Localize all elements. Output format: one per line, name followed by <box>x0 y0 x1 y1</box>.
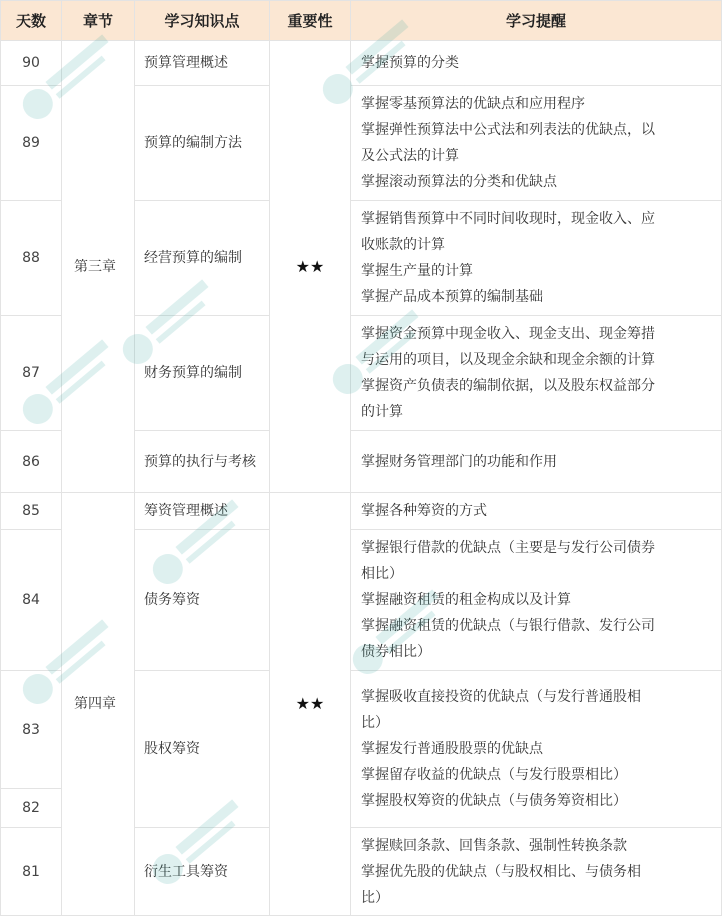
tip-line: 掌握弹性预算法中公式法和列表法的优缺点，以 <box>361 122 655 138</box>
tip-line: 掌握银行借款的优缺点（主要是与发行公司债券 <box>361 540 655 556</box>
chapter-cell: 第四章 <box>62 493 135 916</box>
tip-line: 掌握赎回条款、回售条款、强制性转换条款 <box>361 837 627 854</box>
tip-cell <box>351 493 722 530</box>
topic-cell: 预算管理概述 <box>135 41 270 86</box>
topic-cell: 预算的执行与考核 <box>135 431 270 493</box>
tip-line: 掌握生产量的计算 <box>361 263 473 279</box>
day-cell: 83 <box>1 671 62 789</box>
tip-cell <box>351 86 722 201</box>
tip-line: 及公式法的计算 <box>361 148 459 164</box>
tip-line: 掌握发行普通股股票的优缺点 <box>361 741 543 757</box>
tip-line: 掌握滚动预算法的分类和优缺点 <box>361 174 557 190</box>
table-row <box>1 41 722 86</box>
day-cell: 88 <box>1 201 62 316</box>
day-cell: 89 <box>1 86 62 201</box>
importance-stars: ★★ <box>270 41 351 493</box>
day-cell: 84 <box>1 530 62 671</box>
topic-cell: 筹资管理概述 <box>135 493 270 530</box>
header-topic: 学习知识点 <box>135 1 270 41</box>
header-importance: 重要性 <box>270 1 351 41</box>
tip-line: 比） <box>361 889 389 906</box>
tip-line: 掌握财务管理部门的功能和作用 <box>361 453 557 470</box>
header-row <box>1 1 722 41</box>
tip-line: 掌握股权筹资的优缺点（与债务筹资相比） <box>361 793 627 809</box>
header-tips: 学习提醒 <box>351 1 722 41</box>
day-cell: 86 <box>1 431 62 493</box>
tip-line: 与运用的项目，以及现金余缺和现金余额的计算 <box>361 352 655 368</box>
tip-cell <box>351 530 722 671</box>
topic-cell: 股权筹资 <box>135 671 270 828</box>
day-cell: 90 <box>1 41 62 86</box>
tip-line: 比） <box>361 715 389 731</box>
tip-cell <box>351 671 722 828</box>
tip-line: 掌握预算的分类 <box>361 55 459 71</box>
topic-cell: 债务筹资 <box>135 530 270 671</box>
tip-line: 掌握资金预算中现金收入、现金支出、现金筹措 <box>361 326 655 342</box>
day-cell: 82 <box>1 789 62 828</box>
tip-line: 掌握资产负债表的编制依据，以及股东权益部分 <box>361 378 655 394</box>
tip-line: 的计算 <box>361 404 403 420</box>
tip-line: 债券相比） <box>361 644 431 660</box>
tip-line: 相比） <box>361 566 403 582</box>
tip-cell <box>351 828 722 916</box>
chapter-cell: 第三章 <box>62 41 135 493</box>
topic-cell: 预算的编制方法 <box>135 86 270 201</box>
topic-cell: 经营预算的编制 <box>135 201 270 316</box>
tip-line: 掌握吸收直接投资的优缺点（与发行普通股相 <box>361 689 641 705</box>
topic-cell: 财务预算的编制 <box>135 316 270 431</box>
day-cell: 81 <box>1 828 62 916</box>
tip-line: 掌握优先股的优缺点（与股权相比、与债务相 <box>361 863 641 880</box>
tip-cell <box>351 201 722 316</box>
importance-stars: ★★ <box>270 493 351 916</box>
tip-cell <box>351 431 722 493</box>
tip-line: 掌握零基预算法的优缺点和应用程序 <box>361 96 585 112</box>
topic-cell: 衍生工具筹资 <box>135 828 270 916</box>
tip-line: 掌握各种筹资的方式 <box>361 503 487 519</box>
tip-line: 掌握融资租赁的租金构成以及计算 <box>361 592 571 608</box>
tip-cell <box>351 316 722 431</box>
day-cell: 85 <box>1 493 62 530</box>
table-row <box>1 493 722 530</box>
tip-line: 收账款的计算 <box>361 237 445 253</box>
header-chapter: 章节 <box>62 1 135 41</box>
tip-line: 掌握留存收益的优缺点（与发行股票相比） <box>361 767 627 783</box>
tip-line: 掌握产品成本预算的编制基础 <box>361 289 543 305</box>
tip-line: 掌握融资租赁的优缺点（与银行借款、发行公司 <box>361 618 655 634</box>
tip-cell <box>351 41 722 86</box>
day-cell: 87 <box>1 316 62 431</box>
tip-line: 掌握销售预算中不同时间收现时，现金收入、应 <box>361 211 655 227</box>
header-days: 天数 <box>1 1 62 41</box>
